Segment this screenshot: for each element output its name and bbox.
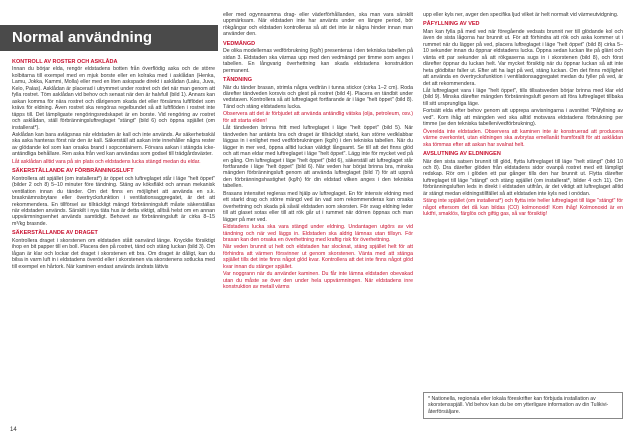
paragraph: Brasans intensitet regleras med hjälp av luftreglaget. En för intensiv eldning med ett starkt drag och större mängd ved än vad som rekommenderas kan orsaka överhettning och skada på såväl eldstaden som skorsten. För svag eldning leder till att glaset sotas eller till att rök går ut i rummet när dörren öppnas och man lägger på mer ved. (223, 190, 413, 223)
warning-paragraph: När veden brunnit ut helt och eldstaden har slocknat, stäng spjället helt för att förhindra att värmen försvinner ut genom skorstenen. Vänta med att stänga spjället tills det inte finns något glöd kvar. Kontrollera att det inte finns något glöd kvar innan du stänger spjället. (223, 244, 413, 270)
paragraph: När den sista satsen brunnit till glöd, flytta luftreglaget till läge "helt stängt" (bild 10 och 8). Dra därefter glöden från eldstadens sidor ovanpå rostret med ett lämpligt redskap. Rör om i glöden ett par gånger tills den har brunnit ut. Flytta därefter luftreglaget till läge "stängt" och stäng spjället (om installerat*, bilder 4 och 11). Om förbränningsluften leds in direkt i eldstaden utifrån, är det viktigt att luftreglaget alltid är stängt medan eldningstillfället så att eldstaden inte kyls ned i onödan. (423, 158, 623, 197)
heading-end: AVSLUTNING AV ELDNINGEN (423, 151, 501, 158)
paragraph: eller med ogynnsamma drag- eller väderförhållanden, ska man vara särskilt uppmärksam. När eldstaden inte har använts under en längre period, bör rökgångar och eldstaden kontrolleras så att det inte är några hinder innan man använder den. (223, 12, 413, 38)
paragraph: Innan du börjar elda, rengör eldstadens botten från överflödig aska och de större kolbitarna till exempel med en mjuk borste eller en kolraka med i asklådan (Henka, Lamu, Jokka, Kammi, Molla) eller med en liten askspade direkt i asklådan (Laku, Juva, Kelo, Palas). Asklådan är placerad i utrymmet under rostret och det när man genom att fylla rostret. Töm asklådan vid behov och senast när den är halvfull (bild 1). Annars kan askan komma för nära rostret och dårigenom skada det eller försämra luftflödet som krävs för eldning. Även rostret ska rengöras regelbundet så att luftflöden i rostret inte täpps till. Det lämpligaste rengöringsredskapet är en borste. Vid rengöring av rostret och asklådan, ställ förbränningsluftreglaget "stängt" (bild 6) och öppna spjället (om installerat*). (12, 66, 215, 131)
paragraph: Man kan fylla på med ved när föregående vedsats brunnit ner till glödande kol och även de sista lågorna har brunnit ut. För att förhindra att rök och aska kommer ut i rummet när du lägger på ved, placera luftreglaget i läge "helt öppet" (bild 8) cirka 5–10 sekunder innan du öppnar eldstadens lucka. Öppna sedan luckan lite på glänt och vänta ett par sekunder så att rökgaserna sugs in i skorstenen (bild 8), och först därefter öppnar du luckan helt. Var mycket försiktig när du öppnar luckan så att inte heta glödbitar faller ut. Efter att ha lagt på ved, stäng luckan. Om det finns möjlighet att använda en övertrycksfunktion i ventilationsaggregatet medan du fyller på ved, är det att rekommendera. (423, 28, 623, 87)
paragraph: upp eller kyls ner, avger den specifika ljud vilket är helt normalt vid värmeutvidgning. (423, 12, 619, 18)
paragraph: Låt luftreglaget vara i läge "helt öppet", tills tillsatsveden börjar brinna med klar eld (bild 9). Minska därefter mängden förbränningsluft genom att föra luftreglaget tillbaka till sitt ursprungliga läge. (423, 87, 623, 107)
warning-paragraph: Var noggrann när du använder kaminen. Du får inte lämna eldstaden obevakad utan du måste se över den under hela uppvärmningen. När eldstadens inre konstruktion av metall värms (223, 271, 413, 291)
warning-paragraph: Observera att det är förbjudet att använda antändlig vätska (olja, petroleum, osv.) för att starta elden! (223, 111, 413, 124)
warning-paragraph: Eldstadens lucka ska vara stängd under eldning. Undantagen utgörs av vid tändning och när ved läggs in. Eldstaden ska aldrig lämnas utan tillsyn. För brasan kan den orsaka en överhettning med kraftig risk för överhettning. (223, 224, 413, 243)
paragraph: När du tänder brasan, strimla några vedträn i tunna stickor (cirka 1–2 cm). Roda därefter tändveden korsvis och glest på rostret (bild 4). Placera en tändbit under vedstaven. Kontrollera så att luftreglaget fortfarande är i läge "helt öppet" (bild 8). Tänd och stäng eldstadens lucka. (223, 84, 413, 110)
warning-paragraph: Låt asklådan alltid vara på sin plats och eldstadens lucka stängd medan du eldar. (12, 158, 201, 165)
heading-draft: SÄKERSTÄLLANDE AV DRAGET (12, 230, 98, 237)
paragraph: Kontrollera att spjället (om installerat*) är öppet och luftreglaget står i läge "helt öppet" (bilder 2 och 8) 5–10 minuter före tändning. Stäng av köksfläkt och annan mekanisk ventilation innan du tänder. Om det finns en möjlighet att använda en s.k. brasknämnsbrytare eller övertrycksfunktion i ventilationsaggregatet, är det att rekommendera. En tillförsel av tillräckligt mängd förbränningsluft måste säkerställas när eldstaden används. Särskilt i nya täta hus är detta viktigt, alltså helst om en annan uppvärmningsenhet används samtidigt. Behovet av förbränningsluft är cirka 8–15 m³/kg brasnde. (12, 175, 215, 227)
heading-refill: PÅFYLLNING AV VED (423, 21, 480, 28)
page-number: 14 (10, 427, 17, 433)
page-title: Normal användning (0, 25, 218, 51)
paragraph: Låt tändveden brinna fritt med luftreglaget i läge "helt öppet" (bild 5). När tändveden har antänts bra och draget är tillräckligt starkt, kan större vedklabbar läggas in i enlighet med vedförbrukningen (kg/h) i den tekniska tabellen. När du lägger in mer ved, öppna alltid luckan väldigt långsamt. Se till att det finns glöd och att man eldar med luftreglaget i läge "helt öppet". Lägg inte för mycket ved på en gång. Om luftreglaget i läge "helt öppet" (bild 6), säkerställ att luftreglaget står fortfarande i läge "helt öppet" (bild 6). När veden har börjat brinna bra, minska mängden förbränningsluft genom att använda luftreglaget (bild 7) för att uppnå den förbränningshastighet (kg/h) för din eldstad vilken anges i den tekniska tabellen. (223, 125, 413, 190)
heading-safety: SÄKERSTÄLLANDE AV FÖRBRÄNNINGSLUFT (12, 168, 134, 175)
paragraph: Asklådan kan bara avlägsnas när eldstaden är kall och inte används. Av säkerhetsskäl ska aska hanteras först när den är kall. Säkerställ att askan inte innehåller några rester av glödande kol som kan orsaka brand i sopcontainern. Förvara askan i stängda icke-antändliga behållare. Ren aska från ved kan användas som godsel till trädgårdsväxter. (12, 131, 215, 158)
paragraph: Kontrollera draget i skorstenen om eldstaden stått oanvänd länge. Knycklie försiktigt ihop en bit papper till en boll. Placera den på rostret, tänd och stäng luckan (bild 3). Om lågan är klar och lockar det draget i skorstenen ett bra. Om draget är dåligt, kan du bilsa in varm luft in i eldstadens överöd eller i skorstenen via skorstenens sotlucka med till exempel en hårtork. När kaminen endast används ändrats lättvis (12, 237, 215, 270)
column-2 (223, 12, 413, 292)
warning-paragraph: Stäng inte spjället (om installerat*) och flytta inte heller luftreglaget till läge "stängt" för något eftersom det då kan bildas (CO) kolmonoxid! Kom ihåg! Kolmonoxid är en luktfri, smaklös, färglös och giftig gas, så var försiktig! (423, 198, 623, 218)
heading-wood: VEDMÄNGD (223, 40, 256, 47)
column-1 (12, 56, 215, 271)
heading-control: KONTROLL AV ROSTER OCH ASKLÅDA (12, 59, 118, 65)
heading-ignition: TÄNDNING (223, 77, 253, 84)
paragraph: De olika modellernas vedförbrukning (kg/h) presenteras i den tekniska tabellen på sidan 3. Eldstaden ska värmas upp med den vedmängd per timme som anges i tabellen. En långvarig överhettning kan skada eldstadens konstruktion permanent. (223, 48, 413, 74)
footnote-box: * Nationella, regionala eller lokala föreskrifter kan förbjuda installation av skorstensspjäll. Vid behov kan du be om ytterligare information av din Tulikivi-återförsäljare. (423, 392, 623, 419)
column-3 (423, 12, 623, 219)
warning-paragraph: Överelda inte eldstaden. Observera att kaminen inte är konstruerad att producera värme overkontet, utan eldningen ska avbrytas emellanåt framförallt för att asklådan ska tömmas efter att askan har svalnat helt. (423, 128, 623, 148)
paragraph: Fortsätt elda efter behov genom att upprepa anvisningarna i avsnittet "Påfyllning av ved". Kom ihåg att mängden ved ska alltid motsvara eldstadens förbrukning per timme (se den tekniska tabellen/vedförbrukning). (423, 108, 623, 128)
